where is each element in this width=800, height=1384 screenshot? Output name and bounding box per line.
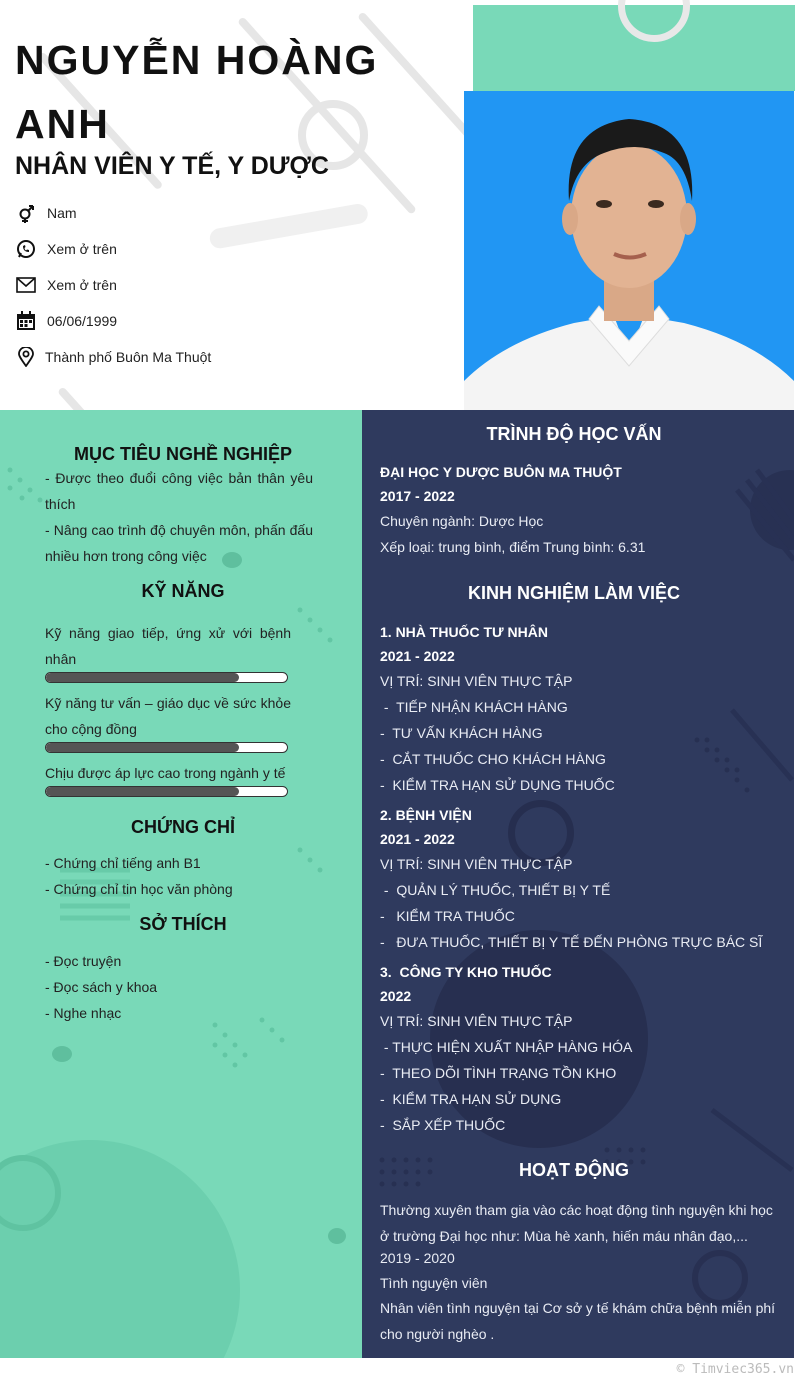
skill-bar bbox=[45, 672, 288, 683]
gender-text: Nam bbox=[47, 205, 77, 221]
whatsapp-icon bbox=[15, 238, 37, 260]
skills-title: KỸ NĂNG bbox=[141, 581, 225, 601]
job-line: VỊ TRÍ: SINH VIÊN THỰC TẬP bbox=[380, 673, 573, 689]
job-line: - ĐƯA THUỐC, THIẾT BỊ Y TẾ ĐẾN PHÒNG TRỰC BÁC SĨ bbox=[380, 934, 763, 950]
birthday-row bbox=[15, 309, 117, 333]
education-school: ĐẠI HỌC Y DƯỢC BUÔN MA THUỘT bbox=[380, 464, 622, 480]
job-line: - TIẾP NHẬN KHÁCH HÀNG bbox=[380, 699, 568, 715]
right-column bbox=[362, 410, 794, 1358]
skill-bar-fill bbox=[46, 673, 239, 682]
activities-detail: Nhân viên tình nguyện tại Cơ sở y tế khám chữa bệnh miễn phí cho người nghèo . bbox=[380, 1300, 776, 1342]
phone-row bbox=[15, 237, 117, 261]
skill-bar bbox=[45, 786, 288, 797]
job-company: 1. NHÀ THUỐC TƯ NHÂN bbox=[380, 624, 548, 640]
skill-bar bbox=[45, 742, 288, 753]
profile-photo bbox=[464, 91, 794, 410]
hobbies-title: SỞ THÍCH bbox=[139, 914, 227, 934]
activities-intro: Thường xuyên tham gia vào các hoạt động tình nguyện khi học ở trường Đại học như: Mùa hè xanh, hiến máu nhân đạo,... bbox=[380, 1202, 773, 1244]
calendar-icon bbox=[15, 310, 37, 332]
location-pin-icon bbox=[15, 346, 37, 368]
birthday-text: 06/06/1999 bbox=[47, 313, 118, 329]
skill-label: Chịu được áp lực cao trong ngành y tế bbox=[45, 765, 286, 781]
hobby-item: - Nghe nhạc bbox=[45, 1005, 122, 1021]
job-line: - THEO DÕI TÌNH TRẠNG TỒN KHO bbox=[380, 1065, 617, 1081]
job-line: VỊ TRÍ: SINH VIÊN THỰC TẬP bbox=[380, 856, 573, 872]
hobby-item: - Đọc sách y khoa bbox=[45, 979, 158, 995]
skill-bar-fill bbox=[46, 787, 239, 796]
education-major: Chuyên ngành: Dược Học bbox=[380, 513, 544, 529]
address-text: Thành phố Buôn Ma Thuột bbox=[45, 349, 212, 365]
job-line: VỊ TRÍ: SINH VIÊN THỰC TẬP bbox=[380, 1013, 573, 1029]
objective-title: MỤC TIÊU NGHỀ NGHIỆP bbox=[73, 444, 292, 464]
education-title: TRÌNH ĐỘ HỌC VẤN bbox=[486, 424, 662, 444]
job-line: - CẮT THUỐC CHO KHÁCH HÀNG bbox=[380, 751, 606, 767]
decor-stripe bbox=[57, 386, 123, 410]
decor-pill bbox=[208, 202, 369, 249]
objective-line: - Được theo đuổi công việc bản thân yêu thích bbox=[45, 470, 313, 512]
experience-title: KINH NGHIỆM LÀM VIỆC bbox=[467, 583, 680, 603]
watermark: © Timviec365.vn bbox=[676, 1362, 794, 1377]
certificate-item: - Chứng chỉ tin học văn phòng bbox=[45, 881, 233, 897]
address-row bbox=[15, 345, 211, 369]
job-company: 3. CÔNG TY KHO THUỐC bbox=[380, 964, 552, 980]
gender-icon bbox=[15, 202, 37, 224]
job-line: - TƯ VẤN KHÁCH HÀNG bbox=[380, 725, 543, 741]
job-years: 2021 - 2022 bbox=[380, 648, 455, 664]
job-title: NHÂN VIÊN Y TẾ, Y DƯỢC bbox=[15, 152, 329, 180]
hobby-item: - Đọc truyện bbox=[45, 953, 122, 969]
candidate-name: NGUYỄN HOÀNG ANH bbox=[15, 37, 379, 147]
certificate-item: - Chứng chỉ tiếng anh B1 bbox=[45, 855, 201, 871]
job-years: 2021 - 2022 bbox=[380, 831, 455, 847]
education-grade: Xếp loại: trung bình, điểm Trung bình: 6.31 bbox=[380, 539, 646, 555]
job-company: 2. BỆNH VIỆN bbox=[380, 807, 472, 823]
activities-years: 2019 - 2020 bbox=[380, 1250, 455, 1266]
skill-bar-fill bbox=[46, 743, 239, 752]
envelope-icon bbox=[15, 274, 37, 296]
job-line: - THỰC HIỆN XUẤT NHẬP HÀNG HÓA bbox=[380, 1039, 633, 1055]
gender-row bbox=[15, 201, 77, 225]
skill-label: Kỹ năng tư vấn – giáo dục về sức khỏe cho cộng đồng bbox=[45, 695, 291, 737]
activities-title: HOẠT ĐỘNG bbox=[519, 1160, 629, 1180]
activities-role: Tình nguyện viên bbox=[380, 1275, 488, 1291]
job-line: - KIỂM TRA THUỐC bbox=[380, 908, 515, 924]
objective-line: - Nâng cao trình độ chuyên môn, phấn đấu nhiều hơn trong công việc bbox=[45, 522, 313, 564]
education-years: 2017 - 2022 bbox=[380, 488, 455, 504]
left-column bbox=[0, 410, 362, 1358]
skill-label: Kỹ năng giao tiếp, ứng xử với bệnh nhân bbox=[45, 625, 291, 667]
email-row bbox=[15, 273, 117, 297]
job-line: - QUẢN LÝ THUỐC, THIẾT BỊ Y TẾ bbox=[380, 882, 611, 898]
job-years: 2022 bbox=[380, 988, 412, 1004]
certificates-title: CHỨNG CHỈ bbox=[131, 817, 235, 837]
job-line: - SẮP XẾP THUỐC bbox=[380, 1117, 506, 1133]
job-line: - KIỂM TRA HẠN SỬ DỤNG bbox=[380, 1091, 562, 1107]
phone-text: Xem ở trên bbox=[47, 241, 117, 257]
email-text: Xem ở trên bbox=[47, 277, 117, 293]
header bbox=[0, 0, 800, 410]
job-line: - KIỂM TRA HẠN SỬ DỤNG THUỐC bbox=[380, 777, 615, 793]
